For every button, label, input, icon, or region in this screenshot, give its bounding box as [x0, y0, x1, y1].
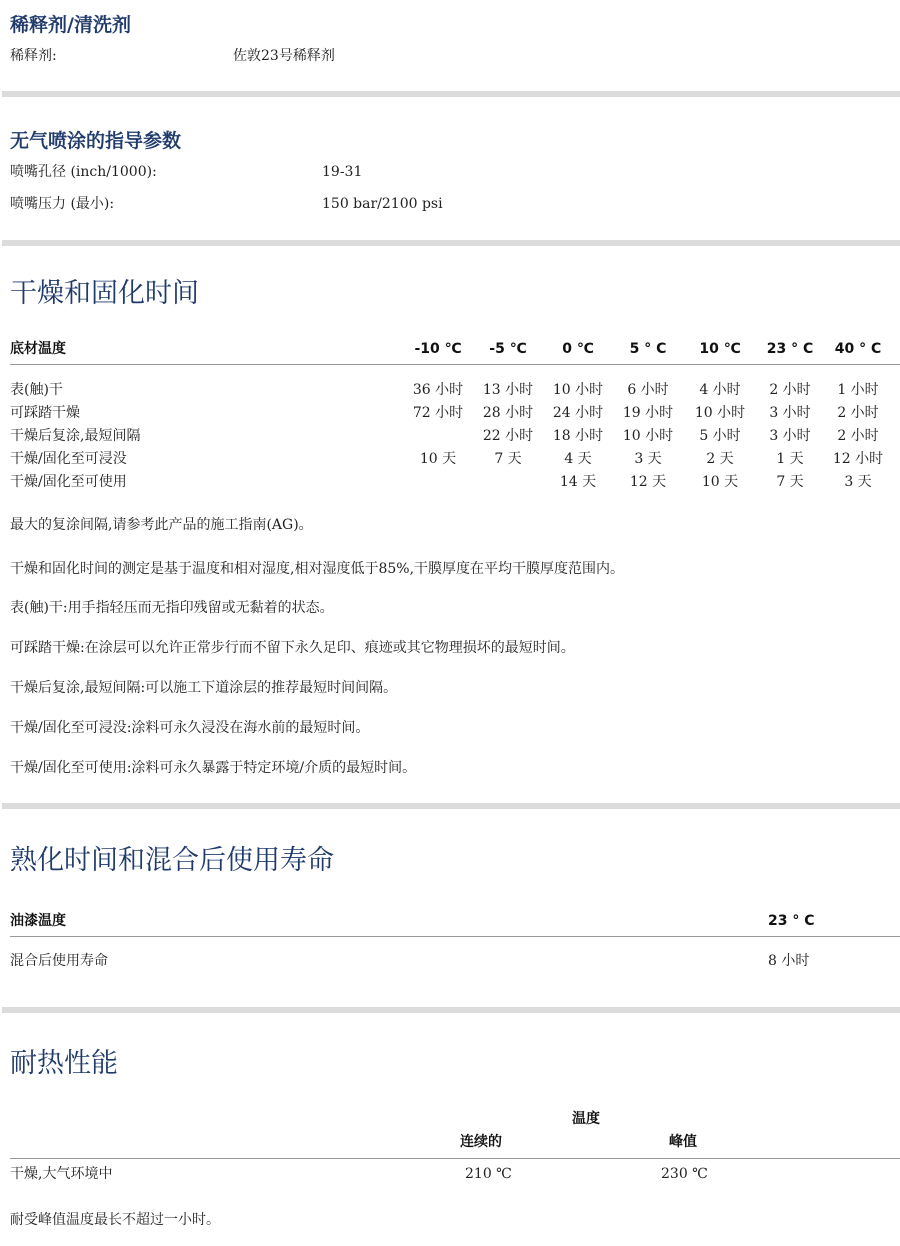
drying-row-label: 干燥/固化至可浸没: [10, 451, 127, 467]
drying-cell: 2 小时: [837, 428, 879, 444]
thinner-label: 稀释剂:: [10, 48, 57, 64]
drying-cell: 3 天: [844, 474, 872, 490]
drying-cell: 1 天: [776, 451, 804, 467]
drying-title: 干燥和固化时间: [10, 278, 199, 309]
drying-cell: 2 小时: [837, 405, 879, 421]
thinner-title: 稀释剂/清洗剂: [10, 14, 131, 36]
drying-cell: 4 小时: [699, 382, 741, 398]
thinner-value: 佐敦23号稀释剂: [233, 48, 335, 64]
heat-note: 耐受峰值温度最长不超过一小时。: [10, 1212, 220, 1228]
drying-row-label: 表(触)干: [10, 382, 63, 398]
drying-cell: 22 小时: [482, 428, 534, 444]
heat-row-label: 干燥,大气环境中: [10, 1166, 113, 1182]
drying-cell: 36 小时: [412, 382, 464, 398]
drying-cell: 1 小时: [837, 382, 879, 398]
potlife-title: 熟化时间和混合后使用寿命: [10, 845, 334, 876]
temp-header: 23 ° C: [766, 341, 814, 357]
drying-cell: 12 小时: [832, 451, 884, 467]
drying-note: 干燥后复涂,最短间隔:可以施工下道涂层的推荐最短时间间隔。: [10, 680, 398, 696]
potlife-row-label: 混合后使用寿命: [10, 953, 108, 969]
drying-cell: 2 小时: [769, 382, 811, 398]
temp-header: 10 ℃: [699, 341, 741, 357]
drying-cell: 3 天: [634, 451, 662, 467]
drying-row-label: 可踩踏干燥: [10, 405, 80, 421]
temp-header: 5 ° C: [629, 341, 667, 357]
drying-cell: 24 小时: [552, 405, 604, 421]
section-separator: [2, 240, 900, 246]
drying-cell: 10 天: [419, 451, 457, 467]
drying-note: 干燥和固化时间的测定是基于温度和相对湿度,相对湿度低于85%,干膜厚度在平均干膜厚度范围内。: [10, 561, 625, 577]
drying-cell: 18 小时: [552, 428, 604, 444]
drying-cell: 28 小时: [482, 405, 534, 421]
drying-cell: 12 天: [629, 474, 667, 490]
drying-cell: 19 小时: [622, 405, 674, 421]
drying-note: 干燥/固化至可使用:涂料可永久暴露于特定环境/介质的最短时间。: [10, 760, 417, 776]
temp-header: -5 ℃: [489, 341, 527, 357]
heat-temp-group-header: 温度: [572, 1111, 600, 1127]
drying-cell: 3 小时: [769, 428, 811, 444]
paint-temp-label: 油漆温度: [10, 913, 66, 929]
drying-cell: 4 天: [564, 451, 592, 467]
airless-title: 无气喷涂的指导参数: [10, 130, 182, 152]
drying-row-label: 干燥/固化至可使用: [10, 474, 127, 490]
paint-temp-value: 23 ° C: [768, 913, 815, 929]
drying-cell: 10 小时: [694, 405, 746, 421]
drying-cell: 72 小时: [412, 405, 464, 421]
heat-title: 耐热性能: [10, 1048, 118, 1079]
drying-cell: 5 小时: [699, 428, 741, 444]
substrate-temp-label: 底材温度: [10, 341, 66, 357]
drying-cell: 3 小时: [769, 405, 811, 421]
section-separator: [2, 803, 900, 809]
drying-cell: 7 天: [494, 451, 522, 467]
heat-col-peak: 峰值: [669, 1134, 697, 1150]
heat-col-continuous: 连续的: [460, 1134, 502, 1150]
drying-cell: 14 天: [559, 474, 597, 490]
section-separator: [2, 1007, 900, 1013]
drying-note: 可踩踏干燥:在涂层可以允许正常步行而不留下永久足印、痕迹或其它物理损坏的最短时间。: [10, 640, 575, 656]
nozzle-pressure-value: 150 bar/2100 psi: [322, 196, 443, 212]
nozzle-pressure-label: 喷嘴压力 (最小):: [10, 196, 115, 212]
nozzle-tip-value: 19-31: [322, 164, 363, 180]
drying-cell: 6 小时: [627, 382, 669, 398]
temp-header: 0 ℃: [562, 341, 594, 357]
drying-note: 表(触)干:用手指轻压而无指印残留或无黏着的状态。: [10, 600, 334, 616]
temp-header: 40 ° C: [834, 341, 882, 357]
drying-cell: 10 小时: [622, 428, 674, 444]
heat-continuous-value: 210 ℃: [465, 1166, 512, 1182]
drying-cell: 10 天: [701, 474, 739, 490]
table-header-rule: [10, 1158, 900, 1159]
drying-note: 最大的复涂间隔,请参考此产品的施工指南(AG)。: [10, 517, 313, 533]
nozzle-tip-label: 喷嘴孔径 (inch/1000):: [10, 164, 157, 180]
drying-cell: 10 小时: [552, 382, 604, 398]
drying-cell: 2 天: [706, 451, 734, 467]
table-header-rule: [10, 936, 900, 937]
temp-header: -10 ℃: [414, 341, 462, 357]
drying-cell: 7 天: [776, 474, 804, 490]
section-separator: [2, 91, 900, 97]
heat-peak-value: 230 ℃: [661, 1166, 708, 1182]
potlife-row-value: 8 小时: [768, 953, 810, 969]
drying-row-label: 干燥后复涂,最短间隔: [10, 428, 141, 444]
drying-cell: 13 小时: [482, 382, 534, 398]
drying-note: 干燥/固化至可浸没:涂料可永久浸没在海水前的最短时间。: [10, 720, 370, 736]
table-header-rule: [10, 364, 900, 365]
